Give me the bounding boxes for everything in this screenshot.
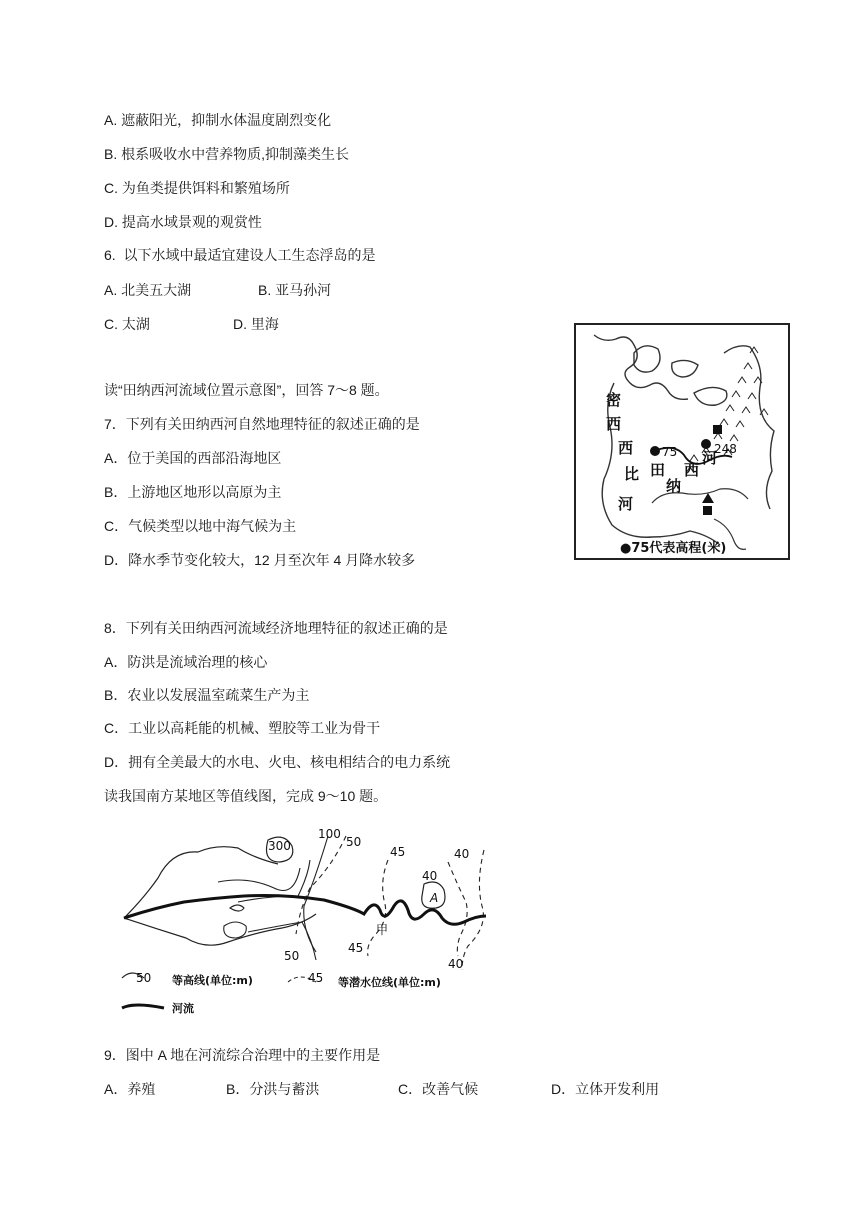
point-jia-label: 甲: [376, 923, 389, 937]
q5-option-c: C. 为鱼类提供饵料和繁殖场所: [104, 180, 290, 196]
q7-option-c: C．气候类型以地中海气候为主: [104, 518, 297, 534]
elevation-248: 248: [714, 442, 737, 456]
q8-option-b: B．农业以发展温室疏菜生产为主: [104, 687, 310, 703]
legend-contour-value: 50: [136, 971, 152, 985]
q6-option-a: A. 北美五大湖: [104, 282, 192, 298]
map-label-xi-3: 西: [684, 461, 700, 479]
question-7: 7．下列有关田纳西河自然地理特征的叙述正确的是: [104, 416, 420, 432]
contour-50-top: 50: [346, 835, 362, 849]
question-9: 9．图中 A 地在河流综合治理中的主要作用是: [104, 1047, 381, 1063]
legend-river-label: 河流: [172, 1002, 194, 1015]
q5-option-a: A. 遮蔽阳光，抑制水体温度剧烈变化: [104, 112, 332, 128]
water-40-bottom: 40: [448, 957, 464, 971]
question-8: 8．下列有关田纳西河流域经济地理特征的叙述正确的是: [104, 620, 448, 636]
q6-option-d: D. 里海: [233, 316, 279, 332]
water-45-top: 45: [390, 845, 406, 859]
elevation-75: 75: [662, 445, 678, 459]
map-label-mi-1: 密: [606, 391, 622, 409]
q9-option-d: D．立体开发利用: [551, 1081, 660, 1097]
question-6: 6. 以下水域中最适宜建设人工生态浮岛的是: [104, 247, 376, 263]
map-label-na: 纳: [666, 477, 682, 495]
water-45-bottom: 45: [348, 941, 364, 955]
map-label-he-1: 河: [618, 495, 634, 513]
reading-prompt-9-10: 读我国南方某地区等值线图，完成 9～10 题。: [104, 788, 388, 804]
contour-300: 300: [268, 839, 291, 853]
q5-option-b: B. 根系吸收水中营养物质,抑制藻类生长: [104, 146, 350, 162]
map-label-he-2: 河: [702, 449, 718, 467]
q5-option-d: D. 提高水域景观的观赏性: [104, 214, 262, 230]
contour-50-bottom: 50: [284, 949, 300, 963]
map-label-xi-2: 西: [618, 439, 634, 457]
contour-100: 100: [318, 827, 341, 841]
q9-option-b: B．分洪与蓄洪: [226, 1081, 320, 1097]
map-label-xi-1: 西: [606, 415, 622, 433]
q7-option-a: A．位于美国的西部沿海地区: [104, 450, 282, 466]
legend-water-value: 45: [308, 971, 324, 985]
q8-option-d: D．拥有全美最大的水电、火电、核电相结合的电力系统: [104, 754, 451, 770]
q9-option-c: C．改善气候: [398, 1081, 479, 1097]
q7-option-b: B．上游地区地形以高原为主: [104, 484, 282, 500]
legend-water-label: 等潜水位线(单位:m): [338, 976, 441, 989]
q7-option-d: D．降水季节变化较大，12 月至次年 4 月降水较多: [104, 552, 416, 568]
map-legend: ●75代表高程(米): [620, 541, 727, 556]
map-label-bi: 比: [624, 465, 640, 483]
q6-option-b: B. 亚马孙河: [258, 282, 332, 298]
tennessee-river-map: [574, 323, 790, 560]
legend-contour-label: 等高线(单位:m): [172, 974, 253, 987]
q9-option-a: A．养殖: [104, 1081, 156, 1097]
point-a-label: A: [430, 891, 439, 905]
contour-map: [118, 822, 498, 1022]
q6-option-c: C. 太湖: [104, 316, 150, 332]
water-40-right: 40: [454, 847, 470, 861]
map-label-tian: 田: [650, 461, 666, 479]
q8-option-a: A．防洪是流域治理的核心: [104, 654, 268, 670]
q8-option-c: C．工业以高耗能的机械、塑胶等工业为骨干: [104, 720, 381, 736]
reading-prompt-7-8: 读“田纳西河流域位置示意图”，回答 7～8 题。: [104, 382, 389, 398]
water-40-left: 40: [422, 869, 438, 883]
